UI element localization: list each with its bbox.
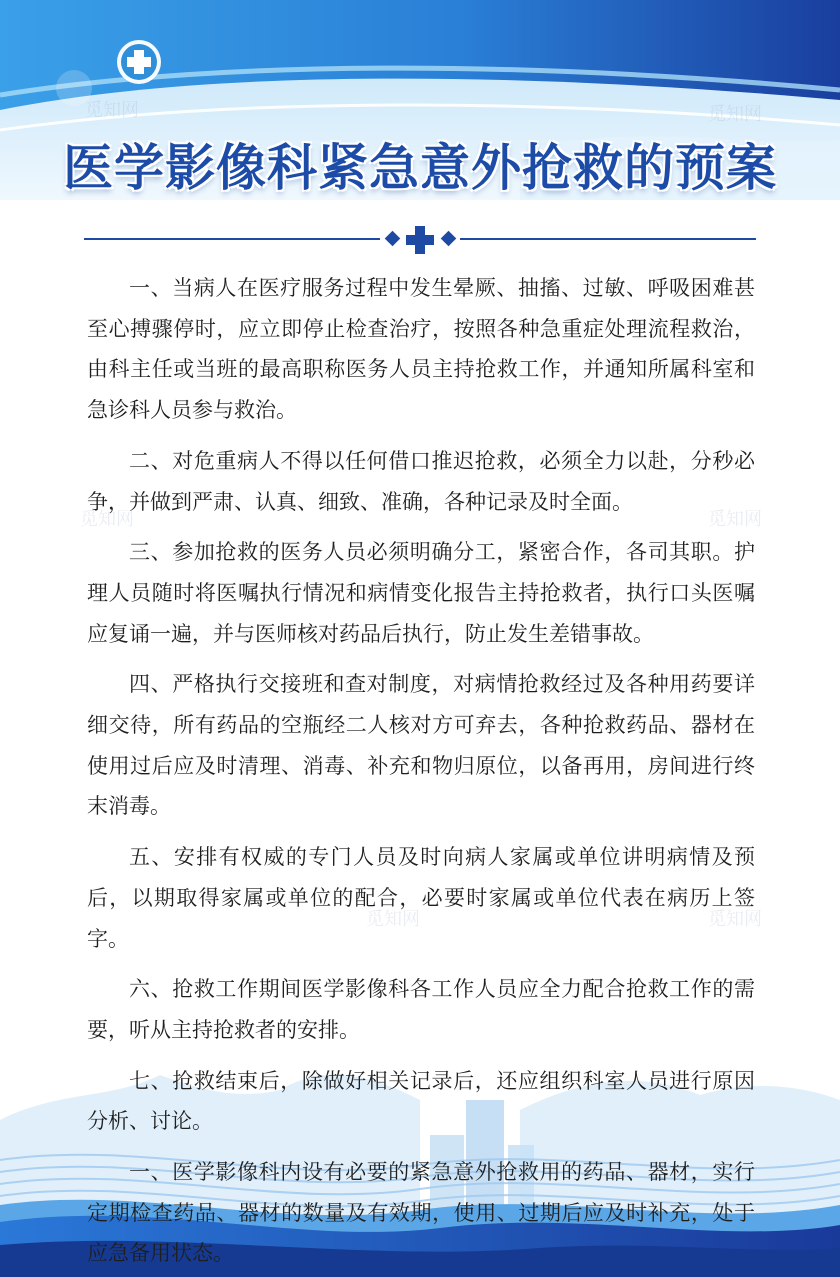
watermark: 觅知网 — [708, 909, 762, 930]
paragraph-5: 五、安排有权威的专门人员及时向病人家属或单位讲明病情及预后，以期取得家属或单位的配合，必要时家属或单位代表在病历上签字。 — [87, 845, 755, 951]
divider-line-right — [460, 238, 756, 240]
paragraph-8: 一、医学影像科内设有必要的紧急意外抢救用的药品、器材，实行定期检查药品、器材的数量及有效期，使用、过期后应及时补充，处于应急备用状态。 — [87, 1160, 755, 1266]
paragraph-3: 三、参加抢救的医务人员必须明确分工，紧密合作，各司其职。护理人员随时将医嘱执行情况和病情变化报告主持抢救者，执行口头医嘱应复诵一遍，并与医师核对药品后执行，防止发生差错事故。 — [87, 540, 755, 646]
page-title: 医学影像科紧急意外抢救的预案 — [63, 139, 777, 197]
watermark: 觅知网 — [366, 909, 420, 930]
diamond-icon — [441, 231, 457, 247]
medical-cross-icon — [117, 40, 161, 84]
paragraph-7: 七、抢救结束后，除做好相关记录后，还应组织科室人员进行原因分析、讨论。 — [87, 1068, 755, 1134]
watermark: 觅知网 — [80, 509, 134, 530]
paragraph-6: 六、抢救工作期间医学影像科各工作人员应全力配合抢救工作的需要，听从主持抢救者的安排。 — [87, 977, 755, 1042]
divider-line-left — [84, 238, 380, 240]
paragraph-1: 一、当病人在医疗服务过程中发生晕厥、抽搐、过敏、呼吸困难甚至心搏骤停时，应立即停止检查治疗，按照各种急重症处理流程救治，由科主任或当班的最高职称医务人员主持抢救工作，并通知所属科室和急诊科人员参与救治。 — [87, 276, 755, 423]
paragraph-4: 四、严格执行交接班和查对制度，对病情抢救经过及各种用药要详细交待，所有药品的空瓶经二人核对方可弃去，各种抢救药品、器材在使用过后应及时清理、消毒、补充和物归原位，以备再用，房间进行终末消毒。 — [87, 672, 755, 819]
watermark: 觅知网 — [85, 100, 139, 121]
title-divider — [84, 226, 756, 254]
body-text — [87, 268, 755, 1277]
diamond-icon — [385, 231, 401, 247]
watermark: 觅知网 — [708, 104, 762, 125]
cross-icon — [406, 226, 434, 254]
paragraph-2: 二、对危重病人不得以任何借口推迟抢救，必须全力以赴，分秒必争，并做到严肃、认真、细致、准确，各种记录及时全面。 — [87, 448, 755, 514]
watermark: 觅知网 — [708, 509, 762, 530]
